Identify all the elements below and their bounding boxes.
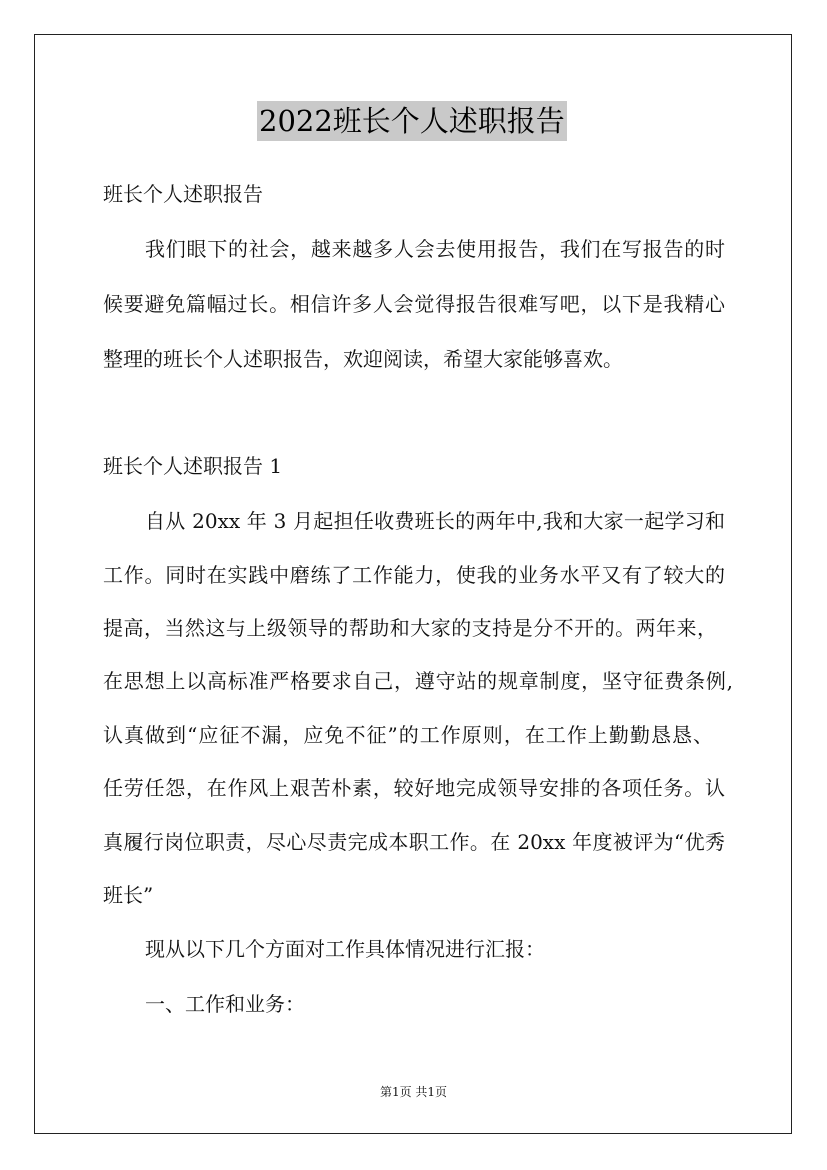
section-heading: 班长个人述职报告 1 — [103, 454, 283, 478]
body-line-2: 工作。同时在实践中磨练了工作能力，使我的业务水平又有了较大的 — [103, 563, 725, 587]
body-line-1: 自从 20xx 年 3 月起担任收费班长的两年中,我和大家一起学习和 — [145, 509, 725, 533]
report-intro: 现从以下几个方面对工作具体情况进行汇报： — [145, 937, 545, 961]
intro-line-1: 我们眼下的社会，越来越多人会去使用报告，我们在写报告的时 — [145, 237, 725, 261]
item-heading: 一、工作和业务： — [145, 992, 305, 1016]
body-line-8: 班长” — [103, 883, 154, 907]
document-subtitle: 班长个人述职报告 — [103, 182, 263, 206]
intro-line-3: 整理的班长个人述职报告，欢迎阅读，希望大家能够喜欢。 — [103, 347, 623, 371]
body-line-3: 提高，当然这与上级领导的帮助和大家的支持是分不开的。两年来， — [103, 616, 717, 640]
body-line-7: 真履行岗位职责，尽心尽责完成本职工作。在 20xx 年度被评为“优秀 — [103, 830, 725, 854]
body-line-4: 在思想上以高标准严格要求自己，遵守站的规章制度，坚守征费条例, — [103, 669, 733, 693]
intro-line-2: 候要避免篇幅过长。相信许多人会觉得报告很难写吧，以下是我精心 — [103, 292, 725, 316]
body-line-5: 认真做到“应征不漏，应免不征”的工作原则，在工作上勤勤恳恳、 — [103, 723, 713, 747]
body-line-6: 任劳任怨，在作风上艰苦朴素，较好地完成领导安排的各项任务。认 — [103, 776, 725, 800]
document-title: 2022班长个人述职报告 — [257, 101, 567, 141]
page-number-footer: 第1页 共1页 — [379, 1085, 448, 1099]
